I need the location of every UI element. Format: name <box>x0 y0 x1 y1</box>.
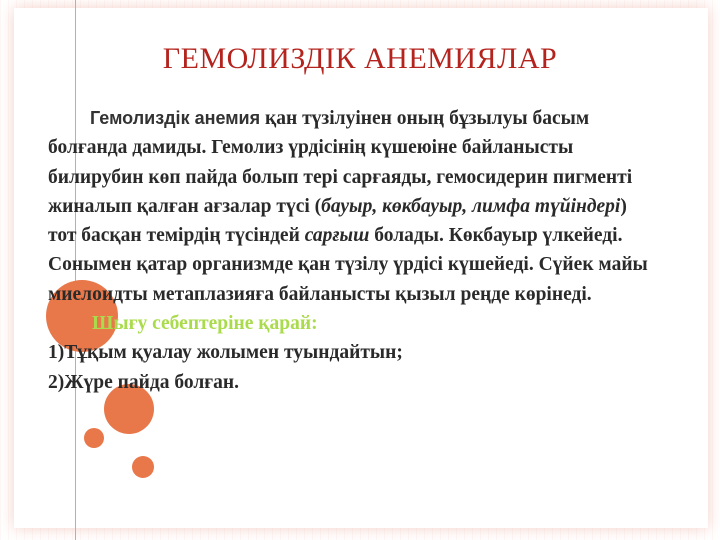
list-item: 2)Жүре пайда болған. <box>48 371 240 393</box>
slide-title: ГЕМОЛИЗДІК АНЕМИЯЛАР <box>162 42 558 75</box>
paragraph-text: қан түзілуінен оның бұзылуы басым болғанда дамиды. Гемолиз үрдісінің күшеюіне байланысты билирубин көп пайда болып тері сарғаяды, гемосидерин пигменті жиналып қалған ағзалар түсі ( <box>48 108 633 217</box>
paragraph-text: ) тот басқан темірдің түсіндей <box>48 195 627 247</box>
list-item: 1)Тұқым қуалау жолымен туындайтын; <box>48 342 403 364</box>
color-word: сарғыш <box>304 225 370 247</box>
paragraph-text: болады. Көкбауыр үлкейеді. Сонымен қатар организмде қан түзілу үрдісі күшейеді. Сүйек майы миелоидты метаплазияға байланысты қызыл реңде көрінеді. <box>48 225 648 305</box>
subheading: Шығу себептеріне қарай: <box>92 313 318 335</box>
organs-list: бауыр, көкбауыр, лимфа түйіндері <box>321 195 621 217</box>
lead-term: Гемолиздік анемия <box>90 108 261 128</box>
body-text <box>48 104 653 397</box>
main-paragraph <box>48 104 653 309</box>
